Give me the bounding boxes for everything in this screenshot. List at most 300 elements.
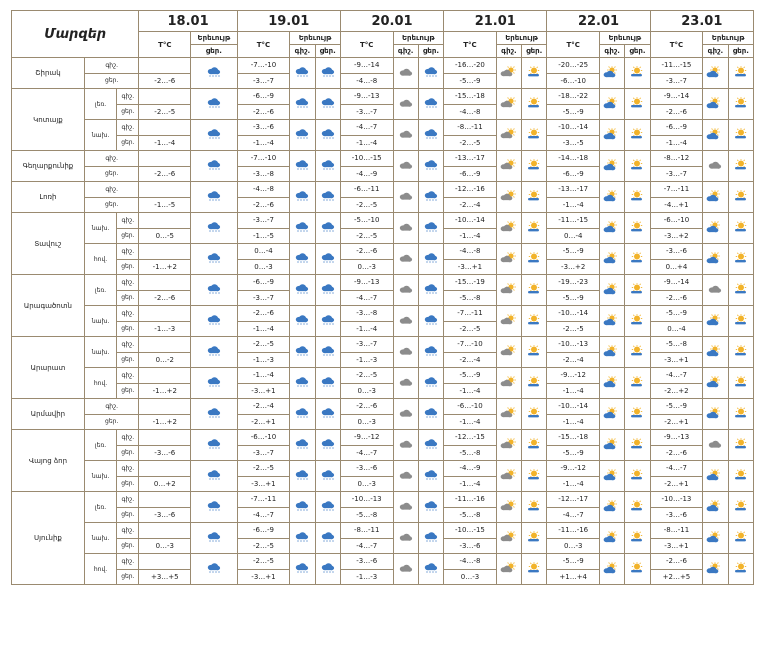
phenomena-cell — [728, 554, 753, 585]
svg-text:*: * — [211, 539, 214, 544]
zone-label: հով. — [84, 368, 116, 399]
phenomena-cell — [290, 89, 315, 120]
sun-icon — [732, 126, 750, 145]
svg-text:*: * — [217, 136, 220, 141]
svg-text:*: * — [300, 105, 303, 110]
temperature-value: 0…-3 — [547, 538, 600, 554]
phenomena-cell — [315, 399, 340, 430]
svg-text:*: * — [214, 74, 217, 79]
phenomena-cell — [728, 368, 753, 399]
cloud-icon — [706, 436, 724, 455]
svg-text:*: * — [328, 446, 331, 451]
temperature-value: -4…-7 — [340, 538, 393, 554]
temperature-value: -8…-11 — [444, 120, 497, 136]
temperature-value: 0…-3 — [237, 259, 290, 275]
snow-cloud-icon — [319, 219, 337, 238]
phenomena-cell — [728, 120, 753, 151]
snow-cloud-icon — [422, 405, 440, 424]
temperature-value: -3…-7 — [650, 73, 703, 89]
phenomena-cell — [496, 554, 521, 585]
phenomena-cell — [625, 89, 650, 120]
cloud-icon — [397, 281, 415, 300]
svg-text:*: * — [297, 198, 300, 203]
svg-text:*: * — [211, 167, 214, 172]
temperature-value: -3…-7 — [340, 337, 393, 353]
svg-text:*: * — [322, 229, 325, 234]
temperature-value: -5…-9 — [444, 368, 497, 384]
svg-text:*: * — [303, 477, 306, 482]
svg-text:*: * — [297, 229, 300, 234]
temperature-value: +2…+5 — [650, 569, 703, 585]
temperature-value: -2…-6 — [139, 73, 191, 89]
svg-text:*: * — [214, 105, 217, 110]
time-of-day: ցեր. — [84, 414, 139, 430]
svg-text:*: * — [300, 384, 303, 389]
phenomena-cell — [522, 89, 547, 120]
cloud-icon — [397, 467, 415, 486]
snow-cloud-icon — [205, 64, 223, 83]
sun-icon — [732, 498, 750, 517]
temperature-value: -7…-11 — [237, 492, 290, 508]
phenomena-cell — [315, 337, 340, 368]
phenomena-cell — [703, 492, 728, 523]
svg-text:*: * — [328, 136, 331, 141]
temperature-value: -15…-19 — [444, 275, 497, 291]
svg-text:*: * — [431, 229, 434, 234]
svg-text:*: * — [322, 508, 325, 513]
temperature-value: -5…-9 — [650, 399, 703, 415]
svg-text:*: * — [303, 508, 306, 513]
temperature-value: -3…-6 — [650, 244, 703, 260]
temperature-value: -4…-7 — [650, 461, 703, 477]
svg-text:*: * — [211, 105, 214, 110]
snow-cloud-icon — [205, 250, 223, 269]
svg-text:*: * — [211, 415, 214, 420]
snow-cloud-icon — [293, 126, 311, 145]
partly-sunny-icon — [603, 64, 621, 83]
svg-text:*: * — [428, 539, 431, 544]
time-of-day: գիշ. — [117, 337, 139, 353]
svg-text:*: * — [303, 353, 306, 358]
temperature-value: -2…-4 — [237, 399, 290, 415]
svg-text:*: * — [214, 415, 217, 420]
phenomena-cell — [191, 120, 238, 151]
phenomena-cell — [191, 492, 238, 523]
sun-icon — [628, 250, 646, 269]
svg-text:*: * — [214, 136, 217, 141]
phenomena-cell — [496, 151, 521, 182]
phenomena-cell — [418, 275, 443, 306]
region-name: Կոտայք — [12, 89, 85, 151]
temperature-value: -2…-5 — [340, 197, 393, 213]
temperature-value: -13…-17 — [547, 182, 600, 198]
svg-text:*: * — [428, 353, 431, 358]
phenomena-cell — [191, 368, 238, 399]
temperature-value: -2…+1 — [650, 476, 703, 492]
temperature-value: -5…-8 — [444, 445, 497, 461]
temperature-value: -10…-14 — [547, 120, 600, 136]
phenomena-cell — [418, 306, 443, 337]
svg-text:*: * — [297, 477, 300, 482]
svg-text:*: * — [425, 446, 428, 451]
svg-text:*: * — [322, 260, 325, 265]
time-of-day: ցեր. — [117, 476, 139, 492]
svg-text:*: * — [300, 539, 303, 544]
sun-icon — [628, 529, 646, 548]
temperature-value: -5…-9 — [547, 290, 600, 306]
phenomena-cell — [393, 430, 418, 461]
temperature-value: -11…-15 — [650, 58, 703, 74]
svg-text:*: * — [300, 260, 303, 265]
temperature-value: -2…+1 — [650, 414, 703, 430]
svg-text:*: * — [322, 105, 325, 110]
temperature-value: -7…-10 — [237, 151, 290, 167]
phenomena-cell — [728, 151, 753, 182]
forecast-row — [12, 89, 754, 105]
temperature-value: -3…-7 — [340, 104, 393, 120]
cloud-icon — [397, 95, 415, 114]
snow-cloud-icon — [293, 560, 311, 579]
svg-text:*: * — [211, 291, 214, 296]
sun-icon — [628, 64, 646, 83]
temperature-value: -1…-4 — [340, 321, 393, 337]
temperature-value: -3…-6 — [237, 120, 290, 136]
temperature-value — [139, 306, 191, 322]
svg-text:*: * — [297, 446, 300, 451]
snow-cloud-icon — [293, 157, 311, 176]
temperature-value: -15…-18 — [444, 89, 497, 105]
snow-cloud-icon — [422, 467, 440, 486]
snow-cloud-icon — [205, 436, 223, 455]
temperature-value: -4…-9 — [444, 461, 497, 477]
phenomena-cell — [393, 461, 418, 492]
phenomena-cell — [315, 306, 340, 337]
temperature-value — [139, 89, 191, 105]
zone-label: նախ. — [84, 213, 116, 244]
snow-cloud-icon — [319, 405, 337, 424]
phenomena-cell — [522, 492, 547, 523]
temperature-value: -3…-6 — [139, 507, 191, 523]
svg-text:*: * — [306, 539, 309, 544]
phenomena-cell — [496, 89, 521, 120]
zone-label: հով. — [84, 244, 116, 275]
svg-text:*: * — [306, 198, 309, 203]
svg-text:*: * — [208, 291, 211, 296]
zone-label: նախ. — [84, 337, 116, 368]
svg-text:*: * — [322, 136, 325, 141]
time-of-day: գիշ. — [84, 399, 139, 415]
time-of-day: գիշ. — [117, 275, 139, 291]
temperature-value — [139, 368, 191, 384]
svg-text:*: * — [300, 167, 303, 172]
temperature-value: -6…-10 — [237, 430, 290, 446]
phenomena-cell — [290, 430, 315, 461]
svg-text:*: * — [431, 570, 434, 575]
temperature-value: -2…-6 — [650, 445, 703, 461]
phenomena-cell — [496, 120, 521, 151]
svg-text:*: * — [328, 508, 331, 513]
phenomena-cell — [703, 523, 728, 554]
snow-cloud-icon — [319, 64, 337, 83]
snow-cloud-icon — [319, 126, 337, 145]
date-header: 18.01 — [139, 11, 237, 32]
temperature-value: 0…-3 — [444, 569, 497, 585]
svg-text:*: * — [328, 260, 331, 265]
region-name: Սյունիք — [12, 492, 85, 585]
svg-text:*: * — [211, 136, 214, 141]
phenomena-cell — [191, 89, 238, 120]
svg-text:*: * — [325, 105, 328, 110]
temperature-value: -2…-6 — [237, 197, 290, 213]
temperature-value: -6…-9 — [547, 166, 600, 182]
phenomena-cell — [315, 554, 340, 585]
svg-text:*: * — [300, 415, 303, 420]
svg-text:*: * — [328, 477, 331, 482]
phenomena-cell — [418, 368, 443, 399]
temperature-value: -2…-6 — [650, 554, 703, 570]
temperature-value: -9…-12 — [340, 430, 393, 446]
temperature-value: 0…-3 — [340, 259, 393, 275]
night-header: գիշ. — [393, 45, 418, 58]
temperature-header: T°C — [340, 32, 393, 58]
sun-icon — [628, 374, 646, 393]
snow-cloud-icon — [293, 374, 311, 393]
region-name: Գեղարքունիք — [12, 151, 85, 182]
sun-icon — [628, 405, 646, 424]
svg-text:*: * — [431, 477, 434, 482]
temperature-value: -5…-9 — [547, 554, 600, 570]
temperature-value: -2…-6 — [139, 166, 191, 182]
phenomena-cell — [703, 213, 728, 244]
svg-text:*: * — [328, 539, 331, 544]
svg-text:*: * — [431, 539, 434, 544]
phenomena-cell — [522, 275, 547, 306]
svg-text:*: * — [208, 136, 211, 141]
snow-cloud-icon — [205, 219, 223, 238]
forecast-row — [12, 306, 754, 322]
partly-sunny-icon — [706, 529, 724, 548]
partly-sunny-icon — [603, 374, 621, 393]
svg-text:*: * — [431, 260, 434, 265]
phenomena-cell — [393, 58, 418, 89]
temperature-value: -10…-13 — [650, 492, 703, 508]
temperature-value: -2…-6 — [237, 104, 290, 120]
temperature-value — [139, 461, 191, 477]
svg-text:*: * — [297, 105, 300, 110]
snow-cloud-icon — [319, 312, 337, 331]
date-header: 22.01 — [547, 11, 650, 32]
phenomena-cell — [522, 58, 547, 89]
temperature-value: -3…+2 — [547, 259, 600, 275]
temperature-value: -8…-11 — [340, 523, 393, 539]
partly-sunny-icon — [603, 312, 621, 331]
sun-icon — [525, 343, 543, 362]
svg-text:*: * — [217, 167, 220, 172]
snow-cloud-icon — [422, 126, 440, 145]
snow-cloud-icon — [422, 157, 440, 176]
svg-text:*: * — [331, 322, 334, 327]
temperature-value: -3…+2 — [650, 228, 703, 244]
svg-text:*: * — [431, 291, 434, 296]
phenomena-cell — [191, 430, 238, 461]
sun-icon — [525, 250, 543, 269]
phenomena-cell — [418, 337, 443, 368]
svg-text:*: * — [300, 322, 303, 327]
phenomena-cell — [418, 523, 443, 554]
temperature-value: -6…-9 — [237, 523, 290, 539]
phenomena-cell — [703, 151, 728, 182]
zone-label: լեռ. — [84, 492, 116, 523]
snow-cloud-icon — [293, 250, 311, 269]
svg-text:*: * — [434, 198, 437, 203]
cloud-icon — [397, 498, 415, 517]
temperature-value — [139, 151, 191, 167]
phenomena-cell — [418, 554, 443, 585]
svg-text:*: * — [217, 570, 220, 575]
phenomena-cell — [315, 368, 340, 399]
temperature-value: -4…-8 — [444, 104, 497, 120]
temperature-value: -2…-6 — [139, 290, 191, 306]
svg-text:*: * — [428, 570, 431, 575]
svg-text:*: * — [217, 415, 220, 420]
sun-cloud-icon — [500, 312, 518, 331]
svg-text:*: * — [214, 384, 217, 389]
partly-sunny-icon — [603, 498, 621, 517]
svg-text:*: * — [328, 384, 331, 389]
phenomena-cell — [418, 492, 443, 523]
snow-cloud-icon — [319, 281, 337, 300]
svg-text:*: * — [306, 353, 309, 358]
phenomena-cell — [600, 523, 625, 554]
temperature-value: -4…-8 — [444, 554, 497, 570]
zone-label: լեռ. — [84, 89, 116, 120]
phenomena-cell — [496, 523, 521, 554]
snow-cloud-icon — [205, 126, 223, 145]
temperature-value: -5…-8 — [444, 290, 497, 306]
sun-cloud-icon — [500, 343, 518, 362]
svg-text:*: * — [325, 353, 328, 358]
svg-text:*: * — [331, 415, 334, 420]
phenomena-cell — [703, 244, 728, 275]
phenomena-cell — [496, 492, 521, 523]
phenomena-cell — [600, 337, 625, 368]
svg-text:*: * — [331, 539, 334, 544]
temperature-value: -3…-6 — [444, 538, 497, 554]
svg-text:*: * — [297, 136, 300, 141]
temperature-value: -3…+1 — [237, 476, 290, 492]
svg-text:*: * — [208, 198, 211, 203]
temperature-value: -1…-3 — [340, 352, 393, 368]
snow-cloud-icon — [422, 529, 440, 548]
phenomena-header: Երեւույթ — [496, 32, 547, 45]
cloud-icon — [397, 250, 415, 269]
phenomena-cell — [393, 213, 418, 244]
phenomena-cell — [728, 213, 753, 244]
phenomena-cell — [600, 58, 625, 89]
temperature-value: -1…-4 — [547, 414, 600, 430]
phenomena-cell — [625, 523, 650, 554]
svg-text:*: * — [328, 322, 331, 327]
phenomena-cell — [703, 58, 728, 89]
temperature-value — [139, 244, 191, 260]
time-of-day: ցեր. — [117, 321, 139, 337]
phenomena-cell — [522, 213, 547, 244]
temperature-value: -10…-13 — [547, 337, 600, 353]
svg-text:*: * — [214, 229, 217, 234]
phenomena-cell — [290, 399, 315, 430]
svg-text:*: * — [328, 198, 331, 203]
svg-text:*: * — [431, 384, 434, 389]
svg-text:*: * — [325, 229, 328, 234]
partly-sunny-icon — [706, 374, 724, 393]
partly-sunny-icon — [603, 560, 621, 579]
svg-text:*: * — [214, 291, 217, 296]
svg-text:*: * — [425, 167, 428, 172]
time-of-day: գիշ. — [117, 523, 139, 539]
phenomena-cell — [496, 430, 521, 461]
svg-text:*: * — [434, 291, 437, 296]
phenomena-cell — [625, 337, 650, 368]
temperature-value: -5…-9 — [444, 73, 497, 89]
svg-text:*: * — [325, 415, 328, 420]
sun-cloud-icon — [500, 281, 518, 300]
sun-icon — [732, 467, 750, 486]
phenomena-cell — [191, 399, 238, 430]
forecast-row — [12, 461, 754, 477]
sun-cloud-icon — [500, 95, 518, 114]
temperature-value: -3…-5 — [547, 135, 600, 151]
svg-text:*: * — [328, 570, 331, 575]
phenomena-cell — [315, 182, 340, 213]
svg-text:*: * — [434, 415, 437, 420]
temperature-value: -16…-20 — [444, 58, 497, 74]
forecast-row — [12, 244, 754, 260]
svg-text:*: * — [322, 415, 325, 420]
phenomena-cell — [625, 244, 650, 275]
time-of-day: ցեր. — [117, 569, 139, 585]
sun-icon — [732, 374, 750, 393]
partly-sunny-icon — [706, 467, 724, 486]
svg-text:*: * — [303, 260, 306, 265]
snow-cloud-icon — [293, 312, 311, 331]
svg-text:*: * — [297, 384, 300, 389]
temperature-value: 0…+2 — [139, 476, 191, 492]
svg-text:*: * — [425, 291, 428, 296]
temperature-value: -19…-23 — [547, 275, 600, 291]
svg-text:*: * — [211, 353, 214, 358]
time-of-day: գիշ. — [117, 554, 139, 570]
temperature-value: -10…-13 — [340, 492, 393, 508]
forecast-row — [12, 151, 754, 167]
sun-icon — [732, 529, 750, 548]
time-of-day: գիշ. — [84, 151, 139, 167]
temperature-value: -4…-8 — [340, 73, 393, 89]
temperature-value: -4…-8 — [444, 244, 497, 260]
svg-text:*: * — [214, 570, 217, 575]
svg-text:*: * — [214, 322, 217, 327]
phenomena-cell — [728, 399, 753, 430]
phenomena-cell — [522, 120, 547, 151]
sun-icon — [732, 560, 750, 579]
phenomena-cell — [418, 430, 443, 461]
phenomena-cell — [728, 492, 753, 523]
sun-icon — [732, 64, 750, 83]
time-of-day: գիշ. — [117, 461, 139, 477]
svg-text:*: * — [431, 508, 434, 513]
phenomena-cell — [418, 120, 443, 151]
temperature-value: -14…-18 — [547, 151, 600, 167]
svg-text:*: * — [303, 446, 306, 451]
